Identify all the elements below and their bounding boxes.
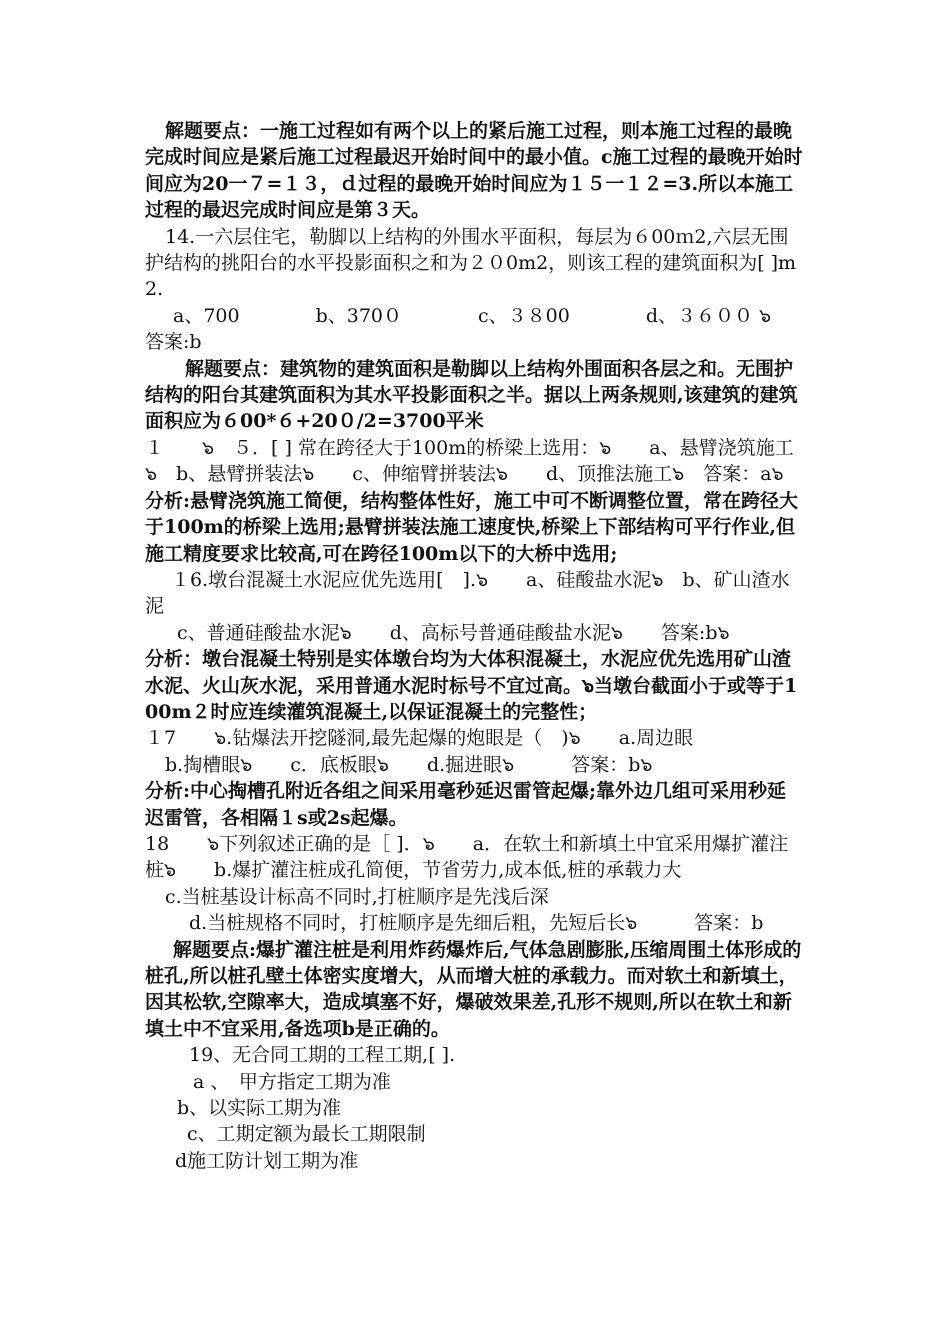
question-paragraph: c.当桩基设计标高不同时,打桩顺序是先浅后深: [165, 885, 549, 908]
analysis-paragraph: 分析:悬臂浇筑施工简便，结构整体性好，施工中可不断调整位置，常在跨径大于100m的桥梁上选用;悬臂拼装法施工速度快,桥梁上下部结构可平行作业,但施工精度要求比较高,可在跨径100m以下的大桥中选用;: [145, 489, 799, 565]
analysis-paragraph: 分析:中心掏槽孔附近各组之间采用毫秒延迟雷管起爆;靠外边几组可采用秒延迟雷管，各相隔１s或2s起爆。: [145, 780, 787, 829]
analysis-paragraph: 解题要点：一施工过程如有两个以上的紧后施工过程，则本施工过程的最晚完成时间应是紧后施工过程最迟开始时间中的最小值。c施工过程的最晚开始时间应为20一７=１３，ｄ过程的最晚开始时间应为１５一１２=3.所以本施工过程的最迟完成时间应是第３天。: [145, 120, 803, 222]
question-paragraph: １7 ๖.钻爆法开挖隧洞,最先起爆的炮眼是（ )๖ a.周边眼: [145, 727, 694, 750]
question-paragraph: a、700 b、370０ c、３８00 d、３６００ ๖ 答案:b: [145, 304, 810, 354]
question-paragraph: c、工期定额为最长工期限制: [187, 1123, 426, 1146]
question-paragraph: c、普通硅酸盐水泥๖ d、高标号普通硅酸盐水泥๖ 答案:b๖: [177, 621, 730, 644]
question-paragraph: 14.一六层住宅，勒脚以上结构的外围水平面积，每层为６00ｍ2,六层无围护结构的挑阳台的水平投影面积之和为２０0m2，则该工程的建筑面积为[ ]m2.: [145, 225, 797, 301]
document-body: [145, 118, 810, 1174]
question-paragraph: a 、 甲方指定工期为准: [193, 1070, 391, 1093]
question-paragraph: b、以实际工期为准: [177, 1097, 342, 1120]
question-paragraph: 18 ๖下列叙述正确的是［ ]．๖ a．在软土和新填土中宜采用爆扩灌注桩๖ b.爆扩灌注桩成孔简便，节省劳力,成本低,桩的承载力大: [145, 832, 789, 882]
question-paragraph: b.掏槽眼๖ c．底板眼๖ d.掘进眼๖ 答案：b๖: [165, 753, 691, 776]
analysis-paragraph: 解题要点:爆扩灌注桩是利用炸药爆炸后,气体急剧膨胀,压缩周围土体形成的桩孔,所以桩孔壁土体密实度增大，从而增大桩的承载力。而对软土和新填土，因其松软,空隙率大，造成填塞不好，爆破效果差,孔形不规则,所以在软土和新填土中不宜采用,备选项b是正确的。: [145, 938, 802, 1040]
question-paragraph: １ ๖ ５．[ ] 常在跨径大于100m的桥梁上选用：๖ a、悬臂浇筑施工๖ b、悬臂拼装法๖ c、伸缩臂拼装法๖ d、顶推法施工๖ 答案：a๖: [145, 436, 803, 486]
analysis-paragraph: 解题要点：建筑物的建筑面积是勒脚以上结构外围面积各层之和。无围护结构的阳台其建筑面积为其水平投影面积之半。据以上两条规则,该建筑的建筑面积应为６00*６+20０/2=3700平米: [145, 357, 798, 433]
question-paragraph: １6.墩台混凝土水泥应优先选用[ ].๖ a、硅酸盐水泥๖ b、矿山渣水泥: [145, 568, 790, 618]
analysis-paragraph: 分析：墩台混凝土特别是实体墩台均为大体积混凝土，水泥应优先选用矿山渣水泥、火山灰水泥，采用普通水泥时标号不宜过高。๖当墩台截面小于或等于100m２时应连续灌筑混凝土,以保证混凝土的完整性；: [145, 648, 798, 723]
question-paragraph: 19、无合同工期的工程工期,[ ].: [189, 1044, 456, 1067]
question-paragraph: d.当桩规格不同时，打桩顺序是先细后粗，先短后长๖ 答案：b: [189, 912, 764, 935]
question-paragraph: d施工防计划工期为准: [175, 1149, 359, 1172]
